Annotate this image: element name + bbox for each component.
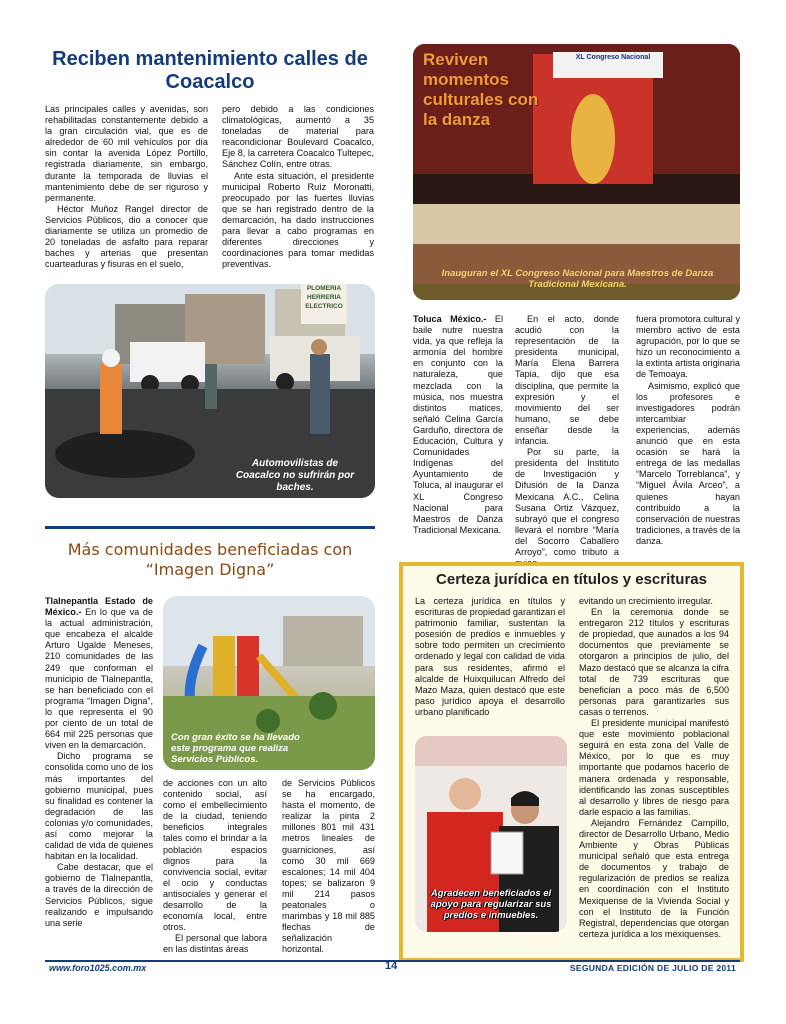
article1-title: Reciben mantenimiento calles de Coacalco — [52, 48, 368, 93]
paragraph: La certeza jurídica en títulos y escrituras de propiedad garantizan el patrimonio familiar, sustentan la posesión de predios e inmuebles y sobre todo permiten un crecimiento ordenado y legal con calidad de vida para sus residentes, afirmó el alcalde de Huixquilucan Alfredo del Mazo Maza, quien destacó que este paso jurídico apoya el desarrollo urbano planificado — [415, 596, 565, 717]
dateline: Tlalnepantla Estado de México.- — [45, 596, 153, 618]
shop-sign: PLOMERIA HERRERIA ELECTRICO — [301, 284, 347, 324]
footer-edition: SEGUNDA EDICIÓN DE JULIO DE 2011 — [569, 963, 736, 973]
paragraph: Por su parte, la presidenta del Instituto de Investigación y Difusión de la Danza Mexicana A.C., Celina Susana Ortiz Vázquez, subrayó que el congreso llevará el nombre “María del Socorro Caballero Arroyo”, como tributo a — [515, 447, 619, 557]
paragraph: evitando un crecimiento irregular. — [579, 596, 713, 606]
article3-column-2 — [163, 778, 267, 956]
paragraph: El presidente municipal manifestó que este movimiento poblacional seguirá en esta zona del Valle de México, por lo que es muy importante que podamos hacerlo de manera ordenada y responsable, identificando las zonas susceptibles al desarrollo y libres de riesgo para darle espacio a las familias. — [579, 718, 729, 817]
article2-column-3 — [636, 314, 740, 547]
legal-certainty-box — [399, 562, 744, 962]
paragraph: Héctor Muñoz Rangel director de Servicios Públicos, dio a conocer que diariamente se utiliza un promedio de 20 toneladas de asfalto para reparar baches y arterias que presentan cuarteaduras y fisuras en el suelo, — [45, 203, 208, 270]
article2-column-1 — [413, 314, 503, 536]
paragraph — [45, 596, 153, 751]
paragraph: Alejandro Fernández Campillo, director de Desarrollo Urbano, Medio Ambiente y Obras Públicas municipal señaló que esta entrega de documentos y trabajo de regularización de predios se realiza en coordinación con el Instituto Mexiquense de la Vivienda Social y con el Instituto de la Función Registral, dependencias que otorgan certeza jurídica a los mexiquenses. — [579, 817, 729, 939]
article3-title-line1: Más comunidades beneficiadas con — [67, 540, 353, 559]
section-divider — [45, 526, 375, 529]
article3-column-1 — [45, 596, 153, 929]
paragraph: El personal que labora en las distintas áreas — [163, 933, 267, 955]
dance-congress-photo — [413, 44, 740, 300]
dance-caption: Inauguran el XL Congreso Nacional para Maestros de Danza Tradicional Mexicana. — [441, 268, 714, 290]
article3-title-line2: “Imagen Digna” — [145, 560, 275, 579]
article3-column-3 — [282, 778, 375, 956]
road-repair-photo — [45, 284, 375, 498]
road-repair-caption: Automovilistas de Coacalco no sufrirán por baches. — [235, 458, 355, 493]
paragraph-text: En lo que va de la actual administración, que encabeza el alcalde Arturo Ugalde Meneses, 210 comunidades de las 249 que conforman el municipio de Tlalnepantla, se han beneficiado con el programa “Imagen Digna”, lo que representa el 90 por ciento de un total de 664 mil 225 personas que viven en la demarcación. — [45, 607, 153, 751]
playground-caption: Con gran éxito se ha llevado este programa que realiza Servicios Públicos. — [171, 732, 300, 765]
article1-column-2 — [222, 104, 374, 270]
footer — [45, 960, 740, 973]
paragraph: de acciones con un alto contenido social, así como el embellecimiento de la ciudad, teniendo beneficios integrales tales como el brindar a la población espacios dignos para la convivencia social, evitar el ocio y conductas antisociales y generar el desarrollo de la economía local, entre otros. — [163, 778, 267, 933]
paragraph: Dicho programa se consolida como uno de los más importantes del gobierno municipal, pues su finalidad es contener la degradación de las colonias y/o comunidades, así como mejorar la calidad de vida de quienes habitan en la localidad. — [45, 751, 153, 862]
paragraph: Ante esta situación, el presidente municipal Roberto Ruíz Moronatti, preocupado por las fuertes lluvias que se han registrado dentro de la demarcación, ha dado instrucciones para llevar a cabo programas en diferentes direcciones y coordinaciones para tomar medidas preventivas. — [222, 170, 374, 270]
article2-column-2 — [515, 314, 619, 569]
paragraph: En la ceremonia donde se entregaron 212 títulos y escrituras de propiedad, que aunados a los 94 documentos que previamente se otorgaron a principios de julio, del Mazo destacó que se alcanza la cifra total de 739 escrituras que benefician a poco más de 6,500 personas para garantizarles sus casas o terrenos. — [579, 607, 729, 717]
article4-column-2 — [579, 596, 729, 940]
dance-overlay-title: Reviven momentos culturales con la danza — [423, 50, 539, 129]
playground-photo — [163, 596, 375, 770]
paragraph: fuera promotora cultural y miembro activo de esta agrupación, por lo que se hizo un reconocimiento a la extinta artista originaria de Temoaya. — [636, 314, 740, 380]
paragraph — [413, 314, 503, 536]
footer-website: www.foro1025.com.mx — [49, 963, 147, 973]
article4-column-1 — [415, 596, 565, 718]
paragraph-text: El baile nutre nuestra vida, ya que refleja la armonía del hombre en conjunto con la naturaleza, que mezclada con la música, nos muestra distintos matices, señaló Celina García Garduño, directora de Educación, Cultura y Comunidades Indígenas del Ayuntamiento de Toluca, al inaugurar el XL Congreso Nacional para Maestros de Danza Tradicional Mexicana. — [413, 314, 504, 535]
paragraph: En el acto, donde acudió con la representación de la presidenta municipal, María Elena Barrera Tapia, dijo que esa disciplina, que permite la expresión y el movimiento del ser humano, se debe enseñar desde la infancia. — [515, 314, 619, 447]
footer-page-number: 14 — [385, 960, 398, 972]
congress-banner: XL Congreso Nacional — [575, 54, 651, 61]
paragraph: Las principales calles y avenidas, son rehabilitadas constantemente debido a la gran circulación vial, que es de alrededor de 60 mil vehículos por día sin contar la avenida López Portillo, registrada diariamente, sin embargo, durante la temporada de lluvias el mantenimiento debe de ser riguroso y permanente. — [45, 104, 208, 203]
paragraph: de Servicios Públicos se ha encargado, hasta el momento, de realizar la pinta 2 millones 801 mil 431 metros lineales de guarniciones, así como 30 mil 669 escalones; 14 mil 404 topes; se balizaron 9 mil 214 pasos peatonales o marimbas y 18 mil 885 flechas de señalización horizontal. — [282, 778, 375, 955]
deeds-photo — [415, 736, 567, 932]
dateline: Toluca México.- — [413, 314, 487, 324]
deeds-caption: Agradecen beneficiados el apoyo para regularizar sus predios e inmuebles. — [430, 888, 552, 921]
article4-title: Certeza jurídica en títulos y escrituras — [436, 571, 707, 588]
paragraph: Asimismo, explicó que los profesores e investigadores podrán intercambiar experiencias, además anunció que en esta ocasión se hará la entrega de las medallas “Marcelo Torreblanca”, y “Miguel Ávila Arceo”, a quienes hayan contribuido a la conservación de nuestras tradiciones, a través de la danza. — [636, 380, 740, 546]
paragraph: pero debido a las condiciones climatológicas, aumentó a 35 toneladas de material para reacondicionar Boulevard Coacalco, Eje 8, la carretera Coacalco Tultepec, Sánchez Colín, entre otras. — [222, 104, 374, 170]
article3-title — [45, 540, 375, 580]
paragraph: Cabe destacar, que el gobierno de Tlalnepantla, a través de la dirección de Servicios Públicos, sigue realizando e impulsando una serie — [45, 862, 153, 928]
article1-column-1 — [45, 104, 208, 270]
